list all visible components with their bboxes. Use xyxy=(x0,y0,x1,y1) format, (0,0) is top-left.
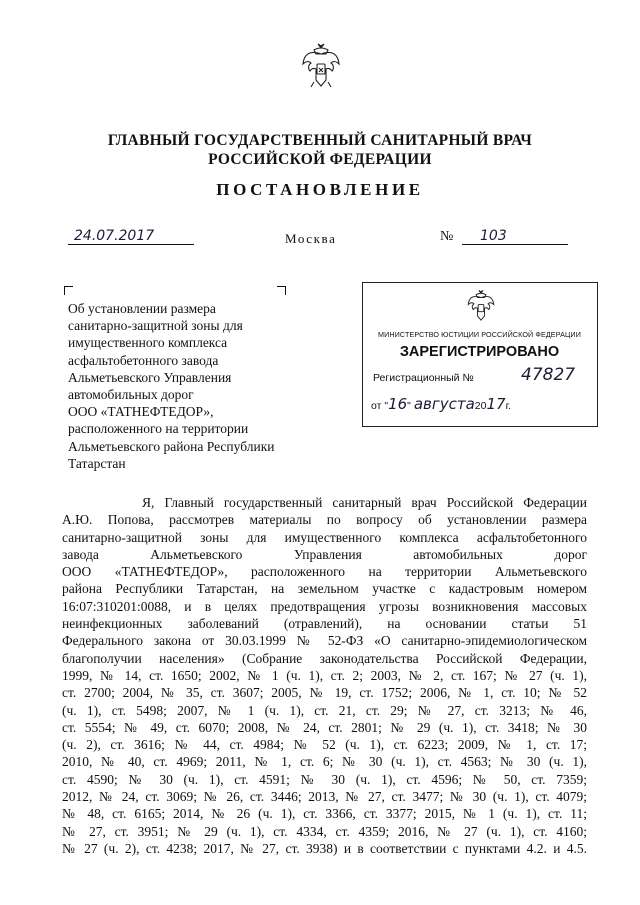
subject-line: имущественного комплекса xyxy=(68,335,228,351)
body-line: А.Ю. Попова, рассмотрев материалы по вопросу об установлении размера xyxy=(62,512,587,528)
stamp-date-prefix: от " xyxy=(371,400,389,412)
document-date: 24.07.2017 xyxy=(68,228,194,245)
body-line: 2010, № 40, ст. 4969; 2011, № 1, ст. 6; № 30 (ч. 1), ст. 4563; № 30 (ч. 1), xyxy=(62,754,587,770)
body-line: благополучии населения» (Собрание законодательства Российской Федерации, xyxy=(62,650,587,666)
body-line: № 27, ст. 3951; № 29 (ч. 1), ст. 4334, ст. 4359; 2016, № 27 (ч. 1), ст. 4160; xyxy=(62,823,587,839)
document-body xyxy=(62,494,587,857)
document-city: Москва xyxy=(285,231,337,246)
stamp-date-year: 17 xyxy=(486,395,506,413)
body-line: завода Альметьевского Управления автомобильных дорог xyxy=(62,546,587,562)
body-line: Федерального закона от 30.03.1999 № 52-ФЗ «О санитарно-эпидемиологическом xyxy=(62,633,587,649)
body-line: Я, Главный государственный санитарный врач Российской Федерации xyxy=(62,495,587,510)
stamp-date-day: 16 xyxy=(388,395,408,413)
body-line: ст. 5554; № 49, ст. 6070; 2008, № 24, ст. 2801; № 29 (ч. 1), ст. 3418; № 30 xyxy=(62,719,587,735)
stamp-date-suffix: г. xyxy=(505,400,512,412)
body-line: неинфекционных заболеваний (отравлений), на основании статьи 51 xyxy=(62,616,587,632)
subject-corner-left xyxy=(64,286,73,295)
stamp-date xyxy=(371,395,511,413)
stamp-date-quote: " xyxy=(407,400,414,412)
body-line: (ч. 2), ст. 3616; № 44, ст. 4984; № 52 (ч. 1), ст. 6223; 2009, № 1, ст. 17; xyxy=(62,737,587,753)
subject-line: Альметьевского Управления xyxy=(68,369,232,385)
stamp-ministry: МИНИСТЕРСТВО ЮСТИЦИИ РОССИЙСКОЙ ФЕДЕРАЦИИ xyxy=(378,330,581,339)
body-line: 16:07:310201:0088, и в целях предотвращения угрозы возникновения массовых xyxy=(62,598,587,614)
stamp-coat-of-arms-icon xyxy=(466,289,496,323)
body-line: 2012, № 24, ст. 3069; № 26, ст. 3446; 2013, № 27, ст. 3477; № 30 (ч. 1), ст. 4079; xyxy=(62,789,587,805)
document-number: 103 xyxy=(462,228,568,245)
body-line: ООО «ТАТНЕФТЕДОР», расположенного на территории Альметьевского xyxy=(62,564,587,580)
stamp-date-year-prefix: 20 xyxy=(474,400,487,412)
subject-line: асфальтобетонного завода xyxy=(68,352,219,368)
coat-of-arms-icon xyxy=(300,42,342,90)
body-line: района Республики Татарстан, на земельном участке с кадастровым номером xyxy=(62,581,587,597)
body-line: санитарно-защитной зоны для имущественного комплекса асфальтобетонного xyxy=(62,529,587,545)
subject-line: ООО «ТАТНЕФТЕДОР», xyxy=(68,404,214,420)
stamp-title: ЗАРЕГИСТРИРОВАНО xyxy=(399,344,560,360)
header-line-2: РОССИЙСКОЙ ФЕДЕРАЦИИ xyxy=(208,151,432,168)
body-line: (ч. 1), ст. 5498; 2007, № 1 (ч. 1), ст. 21, ст. 29; № 27, ст. 3213; № 46, xyxy=(62,702,587,718)
document-subject xyxy=(68,300,290,472)
subject-line: Об установлении размера xyxy=(68,301,216,316)
subject-line: Альметьевского района Республики xyxy=(68,438,275,454)
subject-corner-right xyxy=(277,286,286,295)
body-line: 1999, № 14, ст. 1650; 2002, № 1 (ч. 1), ст. 2; 2003, № 2, ст. 167; № 27 (ч. 1), xyxy=(62,667,587,683)
registration-stamp xyxy=(362,282,598,427)
header-line-1: ГЛАВНЫЙ ГОСУДАРСТВЕННЫЙ САНИТАРНЫЙ ВРАЧ xyxy=(107,132,533,149)
document-type: ПОСТАНОВЛЕНИЕ xyxy=(216,180,424,199)
subject-line: автомобильных дорог xyxy=(68,387,194,403)
subject-line: Татарстан xyxy=(68,455,126,471)
stamp-reg-number: 47827 xyxy=(521,365,576,385)
body-line: № 48, ст. 6165; 2014, № 26 (ч. 1), ст. 3366, ст. 3377; 2015, № 1 (ч. 1), ст. 11; xyxy=(62,806,587,822)
body-line: ст. 2700; 2004, № 35, ст. 3607; 2005, № 19, ст. 1752; 2006, № 1, ст. 10; № 52 xyxy=(62,685,587,701)
number-label: № xyxy=(440,229,454,244)
subject-line: расположенного на территории xyxy=(68,421,249,437)
stamp-reg-label: Регистрационный № xyxy=(373,372,474,384)
body-line: ст. 4590; № 30 (ч. 1), ст. 4591; № 30 (ч. 1), ст. 4596; № 50, ст. 7359; xyxy=(62,771,587,787)
subject-line: санитарно-защитной зоны для xyxy=(68,318,243,334)
stamp-date-month: августа xyxy=(413,395,475,413)
body-line: № 27 (ч. 2), ст. 4238; 2017, № 27, ст. 3938) и в соответствии с пунктами 4.2. и 4.5. xyxy=(62,840,587,856)
